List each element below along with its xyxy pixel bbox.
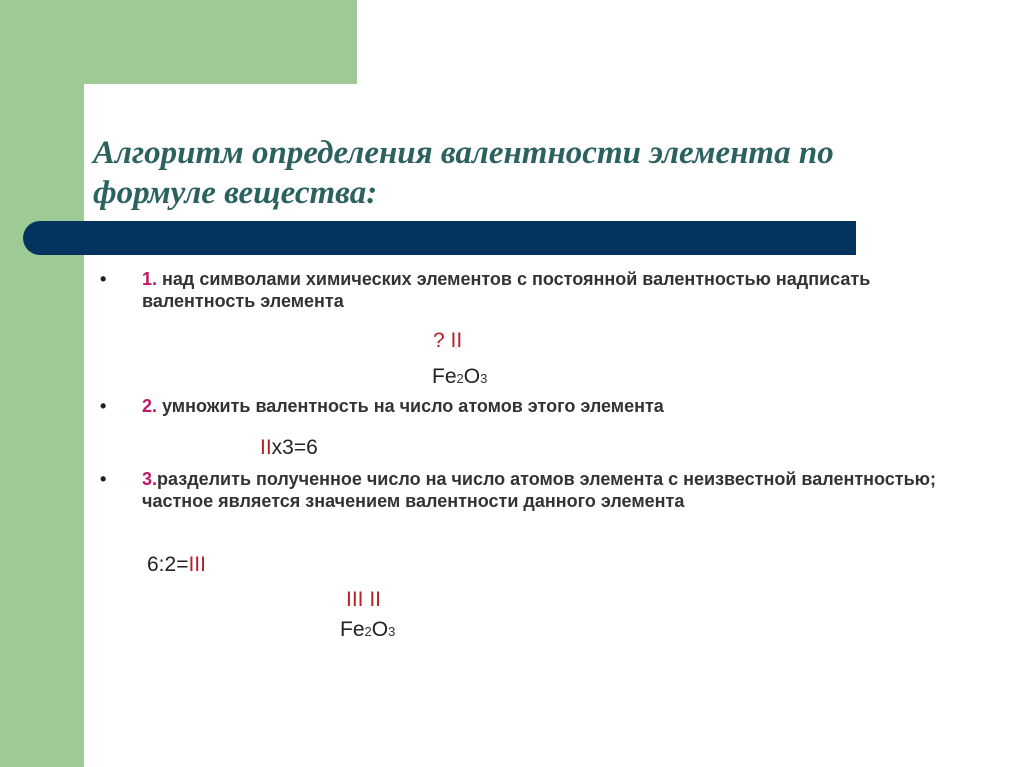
step-1-text <box>142 268 962 312</box>
formula-2-index-2: 3 <box>388 624 396 639</box>
formula-2 <box>340 618 395 642</box>
title-underline-bar <box>23 221 856 255</box>
bullet-icon: • <box>100 469 107 489</box>
calc-2-valence: III <box>188 553 206 576</box>
slide-title <box>93 133 893 213</box>
formula-2-index-1: 2 <box>364 624 372 639</box>
step-3-body: разделить полученное число на число атомов элемента с неизвестной валентностью; частное является значением валентности данного элемента <box>142 469 937 511</box>
formula-1-element-1: Fe <box>432 365 457 388</box>
step-1-number: 1. <box>142 269 158 289</box>
calc-2-lead: 6:2= <box>147 553 189 576</box>
formula-1-valence: ? II <box>433 329 463 352</box>
calc-1-valence: II <box>260 436 272 459</box>
title-line-1: Алгоритм определения валентности элемента по <box>93 135 834 171</box>
step-3-number: 3. <box>142 469 158 489</box>
green-top-band <box>0 0 357 84</box>
formula-2-element-2: O <box>371 618 389 641</box>
formula-2-valence: III II <box>346 588 382 611</box>
step-2-number: 2. <box>142 396 158 416</box>
formula-1-index-1: 2 <box>456 371 464 386</box>
step-1-body: над символами химических элементов с постоянной валентностью надписать валентность элемента <box>142 269 871 311</box>
step-2-body: умножить валентность на число атомов этого элемента <box>157 396 664 416</box>
title-line-2: формуле вещества: <box>93 175 378 211</box>
step-3-text <box>142 468 962 512</box>
green-side-band <box>0 0 84 767</box>
bullet-icon: • <box>100 396 107 416</box>
bullet-icon: • <box>100 269 107 289</box>
formula-1-element-2: O <box>463 365 481 388</box>
calc-1 <box>260 436 318 460</box>
formula-1-index-2: 3 <box>480 371 488 386</box>
step-2-text <box>142 395 962 417</box>
formula-1 <box>432 365 487 389</box>
calc-2 <box>147 553 206 577</box>
calc-1-rest: x3=6 <box>271 436 318 459</box>
formula-2-element-1: Fe <box>340 618 365 641</box>
